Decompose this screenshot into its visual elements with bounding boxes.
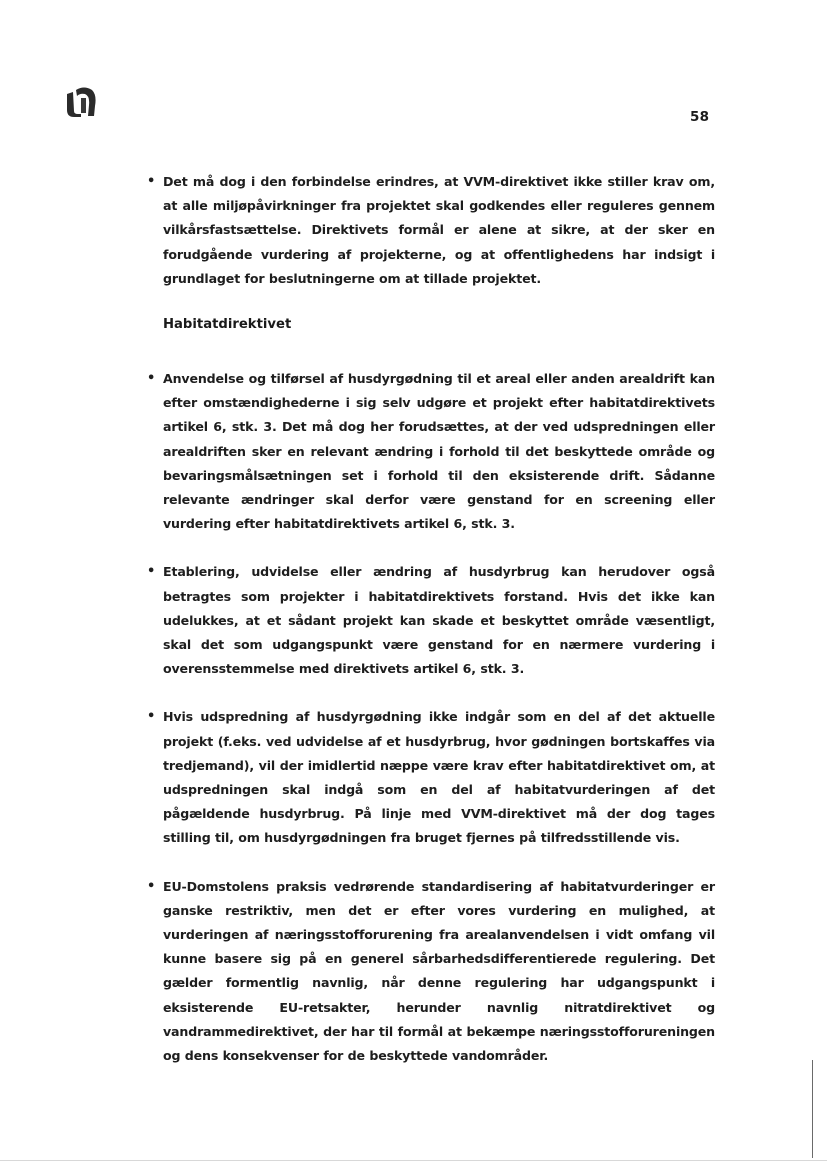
bullet-marker: •: [147, 709, 156, 725]
bullet-marker: •: [147, 174, 156, 189]
section-heading: Habitatdirektivet: [163, 317, 292, 333]
bullet-marker: •: [147, 371, 156, 387]
paragraph-text: Hvis udspredning af husdyrgødning ikke indgår som en del af det aktuelle projekt (f.eks. ved udvidelse af et husdyrbrug, hvor gødningen bortskaffes via tredjemand), vil der imidlertid næppe være krav efter habitatdirektivet om, at udspredningen skal indgå som en del af habitatvurderingen af det pågældende husdyrbrug. På linje med VVM-direktivet må der dog tages stilling til, om husdyrgødningen fra bruget fjernes på tilfredsstillende vis.: [163, 709, 715, 846]
bullet-marker: •: [147, 564, 156, 580]
page-number: 58: [690, 109, 710, 125]
paragraph-text: Etablering, udvidelse eller ændring af husdyrbrug kan herudover også betragtes som projekter i habitatdirektivets forstand. Hvis det ikke kan udelukkes, at et sådant projekt kan skade et beskyttet område væsentligt, skal det som udgangspunkt være genstand for en nærmere vurdering i overensstemmelse med direktivets artikel 6, stk. 3.: [163, 564, 715, 677]
paragraph-text: Det må dog i den forbindelse erindres, at VVM-direktivet ikke stiller krav om, at alle miljøpåvirkninger fra projektet skal godkendes eller reguleres gennem vilkårsfastsættelse. Direktivets formål er alene at sikre, at der sker en forudgående vurdering af projekterne, og at offentlighedens har indsigt i grundlaget for beslutningerne om at tillade projektet.: [163, 174, 715, 286]
bullet-marker: •: [147, 878, 156, 894]
list-item: [147, 170, 715, 291]
paragraph-text: Anvendelse og tilførsel af husdyrgødning til et areal eller anden arealdrift kan efter omstændighederne i sig selv udgøre et projekt efter habitatdirektivets artikel 6, stk. 3. Det må dog her forudsættes, at der ved udspredningen eller arealdriften sker en relevant ændring i forhold til det beskyttede område og bevaringsmålsætningen set i forhold til den eksisterende drift. Sådanne relevante ændringer skal derfor være genstand for en screening eller vurdering efter habitatdirektivets artikel 6, stk. 3.: [163, 371, 715, 532]
list-item: [147, 875, 715, 1069]
paragraph-text: EU-Domstolens praksis vedrørende standardisering af habitatvurderinger er ganske restriktiv, men det er efter vores vurdering en mulighed, at vurderingen af næringsstofforurening fra arealanvendelsen i vidt omfang vil kunne basere sig på en generel sårbarhedsdifferentierede regulering. Det gælder formentlig navnlig, når denne regulering har udgangspunkt i eksisterende EU-retsakter, herunder navnlig nitratdirektivet og vandrammedirektivet, der har til formål at bekæmpe næringsstofforureningen og dens konsekvenser for de beskyttede vandområder.: [163, 878, 715, 1064]
list-item: [147, 705, 715, 850]
list-item: [147, 367, 715, 536]
document-body: [147, 170, 715, 1068]
page-bottom-edge: [0, 1160, 827, 1161]
ministry-logo-icon: [64, 86, 98, 118]
list-item: [147, 560, 715, 681]
margin-mark: [812, 1060, 813, 1158]
